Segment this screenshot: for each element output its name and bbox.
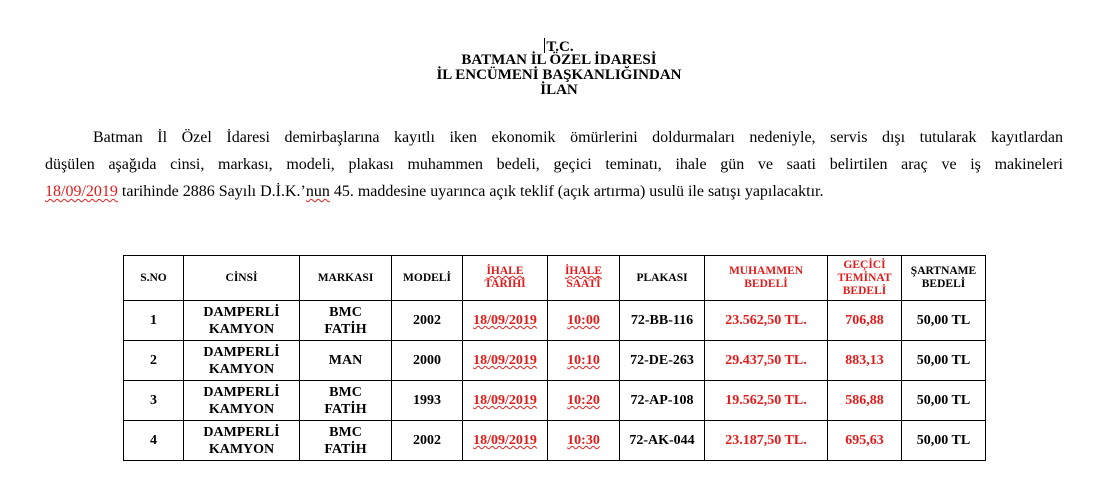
cell-saat bbox=[548, 301, 620, 341]
auction-date: 18/09/2019 bbox=[45, 183, 118, 200]
cell-teminat: 586,88 bbox=[828, 381, 902, 421]
cell-tarih bbox=[463, 341, 548, 381]
cell-muhammen: 23.562,50 TL. bbox=[705, 301, 828, 341]
cell-cinsi-2: KAMYON bbox=[208, 401, 275, 417]
header-modeli: MODELİ bbox=[392, 256, 463, 301]
paragraph-nun: nun bbox=[305, 183, 330, 200]
heading-ilan: İLAN bbox=[540, 82, 578, 98]
header-gecici-teminat bbox=[828, 256, 902, 301]
header-ihale-tarihi-1: İHALE bbox=[486, 265, 524, 277]
header-gecici-2: TEMİNAT bbox=[837, 271, 892, 284]
heading-institution: BATMAN İL ÖZEL İDARESİ bbox=[461, 52, 657, 68]
paragraph-line-3-end: 45. maddesine uyarınca açık teklif (açık artırma) usulü ile satışı yapılacaktır. bbox=[329, 183, 824, 200]
cell-plaka: 72-AK-044 bbox=[620, 421, 705, 461]
table-row bbox=[124, 301, 986, 341]
cell-muhammen: 19.562,50 TL. bbox=[705, 381, 828, 421]
cell-model: 1993 bbox=[392, 381, 463, 421]
header-sartname-1: ŞARTNAME bbox=[910, 265, 977, 277]
table-row bbox=[124, 381, 986, 421]
heading-tc bbox=[0, 38, 1118, 53]
cell-saat-text: 10:20 bbox=[567, 393, 600, 408]
cell-muhammen: 29.437,50 TL. bbox=[705, 341, 828, 381]
header-markasi: MARKASI bbox=[300, 256, 392, 301]
cell-sartname: 50,00 TL bbox=[902, 341, 986, 381]
cell-saat bbox=[548, 341, 620, 381]
document-heading bbox=[0, 38, 1118, 98]
cell-model: 2002 bbox=[392, 301, 463, 341]
cell-cinsi bbox=[184, 301, 300, 341]
cell-sartname: 50,00 TL bbox=[902, 301, 986, 341]
cell-marka-1: BMC bbox=[329, 384, 362, 400]
header-gecici-3: BEDELİ bbox=[842, 284, 887, 297]
cell-sno: 3 bbox=[124, 381, 184, 421]
cell-cinsi bbox=[184, 421, 300, 461]
cell-marka-1: BMC bbox=[329, 424, 362, 440]
cell-marka bbox=[300, 301, 392, 341]
cell-plaka: 72-BB-116 bbox=[620, 301, 705, 341]
cell-cinsi-1: DAMPERLİ bbox=[203, 384, 280, 400]
cell-tarih-text: 18/09/2019 bbox=[473, 313, 537, 328]
header-sartname bbox=[902, 256, 986, 301]
cell-sartname: 50,00 TL bbox=[902, 421, 986, 461]
cell-saat bbox=[548, 381, 620, 421]
header-sartname-2: BEDELİ bbox=[921, 278, 966, 290]
paragraph-line-1: Batman İl Özel İdaresi demirbaşlarına kayıtlı iken ekonomik ömürlerini doldurmaları nedeniyle, servis dışı tutularak kayıtlardan bbox=[93, 129, 1063, 146]
cell-saat-text: 10:30 bbox=[567, 433, 600, 448]
cell-muhammen: 23.187,50 TL. bbox=[705, 421, 828, 461]
cell-tarih-text: 18/09/2019 bbox=[473, 393, 537, 408]
cell-model: 2002 bbox=[392, 421, 463, 461]
announcement-paragraph bbox=[45, 124, 1063, 205]
vehicle-table bbox=[123, 255, 986, 461]
cell-teminat: 706,88 bbox=[828, 301, 902, 341]
header-ihale-saati-2: SAATİ bbox=[566, 278, 601, 290]
header-muhammen-2: BEDELİ bbox=[744, 278, 788, 290]
cell-marka-2: FATİH bbox=[324, 401, 367, 417]
cell-cinsi-1: DAMPERLİ bbox=[203, 344, 280, 360]
cell-teminat: 883,13 bbox=[828, 341, 902, 381]
cell-marka bbox=[300, 341, 392, 381]
cell-marka-1: BMC bbox=[329, 304, 362, 320]
table-header-row bbox=[124, 256, 986, 301]
cell-marka-1: MAN bbox=[328, 353, 363, 368]
cell-cinsi-2: KAMYON bbox=[208, 321, 275, 337]
paragraph-line-3 bbox=[45, 178, 1063, 205]
cell-teminat: 695,63 bbox=[828, 421, 902, 461]
header-gecici-1: GEÇİCİ bbox=[843, 258, 886, 271]
cell-tarih bbox=[463, 381, 548, 421]
header-muhammen-1: MUHAMMEN bbox=[728, 265, 804, 277]
cell-plaka: 72-AP-108 bbox=[620, 381, 705, 421]
header-plakasi: PLAKASI bbox=[620, 256, 705, 301]
cell-saat-text: 10:00 bbox=[567, 313, 600, 328]
header-ihale-tarihi bbox=[463, 256, 548, 301]
paragraph-line-3-mid: tarihinde 2886 Sayılı D.İ.K.’ bbox=[117, 183, 306, 200]
cell-marka-2: FATİH bbox=[324, 321, 367, 337]
cell-sartname: 50,00 TL bbox=[902, 381, 986, 421]
cell-plaka: 72-DE-263 bbox=[620, 341, 705, 381]
cell-sno: 4 bbox=[124, 421, 184, 461]
cell-saat bbox=[548, 421, 620, 461]
cell-marka-2: FATİH bbox=[324, 441, 367, 457]
cell-cinsi-2: KAMYON bbox=[208, 361, 275, 377]
cell-cinsi-1: DAMPERLİ bbox=[203, 304, 280, 320]
header-cinsi: CİNSİ bbox=[184, 256, 300, 301]
table-row bbox=[124, 341, 986, 381]
cell-tarih bbox=[463, 421, 548, 461]
cell-cinsi-1: DAMPERLİ bbox=[203, 424, 280, 440]
heading-council: İL ENCÜMENİ BAŞKANLIĞINDAN bbox=[436, 67, 682, 83]
cell-sno: 1 bbox=[124, 301, 184, 341]
cell-tarih-text: 18/09/2019 bbox=[473, 433, 537, 448]
cell-saat-text: 10:10 bbox=[567, 353, 600, 368]
cell-marka bbox=[300, 421, 392, 461]
header-ihale-saati bbox=[548, 256, 620, 301]
cell-model: 2000 bbox=[392, 341, 463, 381]
header-ihale-tarihi-2: TARİHİ bbox=[484, 278, 526, 290]
header-muhammen bbox=[705, 256, 828, 301]
cell-tarih-text: 18/09/2019 bbox=[473, 353, 537, 368]
cell-cinsi-2: KAMYON bbox=[208, 441, 275, 457]
header-ihale-saati-1: İHALE bbox=[564, 265, 603, 277]
cell-tarih bbox=[463, 301, 548, 341]
heading-tc-text: T.C. bbox=[546, 39, 574, 55]
header-sno: S.NO bbox=[124, 256, 184, 301]
cell-cinsi bbox=[184, 341, 300, 381]
paragraph-line-2: düşülen aşağıda cinsi, markası, modeli, plakası muhammen bedeli, geçici teminatı, ihale gün ve saati belirtilen araç ve iş makineleri bbox=[45, 156, 1063, 173]
cell-sno: 2 bbox=[124, 341, 184, 381]
cell-marka bbox=[300, 381, 392, 421]
cell-cinsi bbox=[184, 381, 300, 421]
table-row bbox=[124, 421, 986, 461]
